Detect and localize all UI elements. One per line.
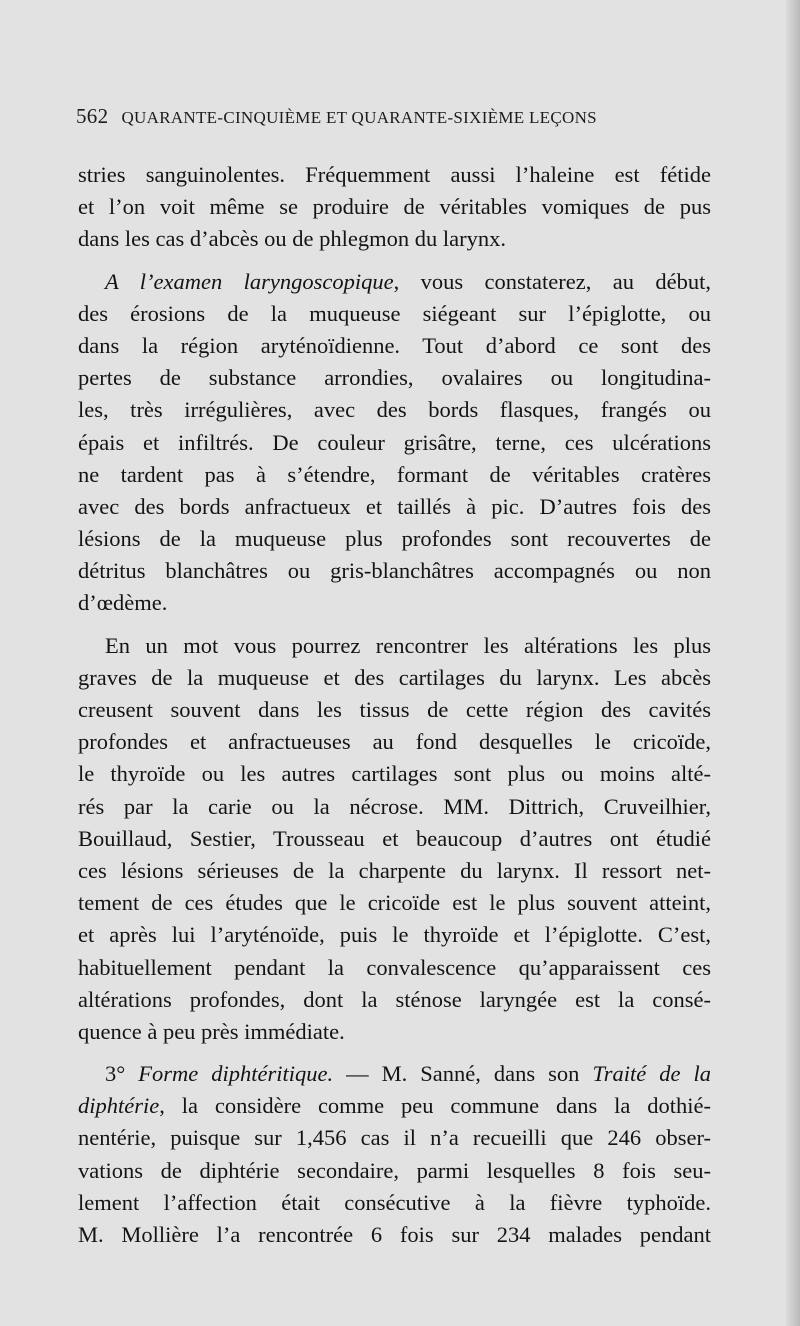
text-line: tement de ces études que le cricoïde est le plus souvent atteint, (78, 890, 711, 916)
text-line: et après lui l’aryténoïde, puis le thyroïde et l’épiglotte. C’est, (78, 922, 711, 948)
text-line: habituellement pendant la convalescence qu’apparaissent ces (78, 954, 711, 980)
text-line (78, 266, 711, 298)
text-line: le thyroïde ou les autres cartilages sont plus ou moins alté- (78, 761, 711, 787)
text-line (78, 1058, 711, 1090)
text-line: dans la région aryténoïdienne. Tout d’abord ce sont des (78, 332, 711, 358)
text-line: En un mot vous pourrez rencontrer les altérations les plus (105, 632, 711, 658)
text-line: creusent souvent dans les tissus de cette région des cavités (78, 697, 711, 722)
paragraph (78, 630, 711, 1048)
text-line: les, très irrégulières, avec des bords flasques, frangés ou (78, 397, 711, 423)
text-line: quence à peu près immédiate. (78, 1018, 345, 1044)
text-line: vations de diphtérie secondaire, parmi lesquelles 8 fois seu- (78, 1157, 711, 1183)
text-line: lement l’affection était consécutive à la fièvre typhoïde. (78, 1189, 711, 1215)
body-text (78, 159, 711, 1261)
text-line: avec des bords anfractueux et taillés à pic. D’autres fois des (78, 493, 711, 519)
text-line: rés par la carie ou la nécrose. MM. Dittrich, Cruveilhier, (78, 793, 711, 819)
text-line: Bouillaud, Sestier, Trousseau et beaucoup d’autres ont étudié (78, 825, 711, 851)
text-line (78, 1090, 711, 1122)
text-line: d’œdème. (78, 590, 168, 616)
italic-heading: Forme diphtéritique. (138, 1061, 334, 1087)
paragraph (78, 1058, 711, 1251)
page-edge-shadow (786, 0, 800, 1326)
italic-phrase: A l’examen laryngoscopique (105, 268, 394, 294)
text-run: — M. Sanné, dans son (333, 1061, 593, 1087)
text-line: épais et infiltrés. De couleur grisâtre, terne, ces ulcérations (78, 429, 711, 455)
text-line: détritus blanchâtres ou gris-blanchâtres accompagnés ou non (78, 558, 711, 584)
paragraph (78, 159, 711, 256)
text-line: lésions de la muqueuse plus profondes sont recouvertes de (78, 526, 711, 552)
running-header (76, 104, 716, 129)
text-line: nentérie, puisque sur 1,456 cas il n’a recueilli que 246 obser- (78, 1125, 711, 1151)
running-title: QUARANTE-CINQUIÈME ET QUARANTE-SIXIÈME LEÇONS (121, 108, 597, 127)
text-line: stries sanguinolentes. Fréquemment aussi l’haleine est fétide (78, 162, 711, 187)
section-number: 3° (105, 1061, 126, 1087)
italic-title: diphtérie (78, 1093, 160, 1119)
text-line: pertes de substance arrondies, ovalaires ou longitudina- (78, 365, 711, 391)
text-run: , la considère comme peu commune dans la dothié- (159, 1093, 711, 1119)
page-number: 562 (76, 104, 109, 128)
text-line: profondes et anfractueuses au fond desquelles le cricoïde, (78, 729, 711, 755)
text-line: M. Mollière l’a rencontrée 6 fois sur 234 malades pendant (78, 1222, 711, 1247)
text-line: altérations profondes, dont la sténose laryngée est la consé- (78, 986, 711, 1012)
italic-title: Traité de la (592, 1061, 711, 1087)
text-line: et l’on voit même se produire de véritables vomiques de pus (78, 194, 711, 220)
text-line: des érosions de la muqueuse siégeant sur l’épiglotte, ou (78, 300, 711, 326)
paragraph (78, 266, 711, 620)
text-run: , vous constaterez, au début, (393, 268, 711, 294)
text-line: ne tardent pas à s’étendre, formant de véritables cratères (78, 461, 711, 487)
text-line: dans les cas d’abcès ou de phlegmon du larynx. (78, 226, 507, 252)
text-line: graves de la muqueuse et des cartilages du larynx. Les abcès (78, 664, 711, 690)
text-line: ces lésions sérieuses de la charpente du larynx. Il ressort net- (78, 857, 711, 883)
